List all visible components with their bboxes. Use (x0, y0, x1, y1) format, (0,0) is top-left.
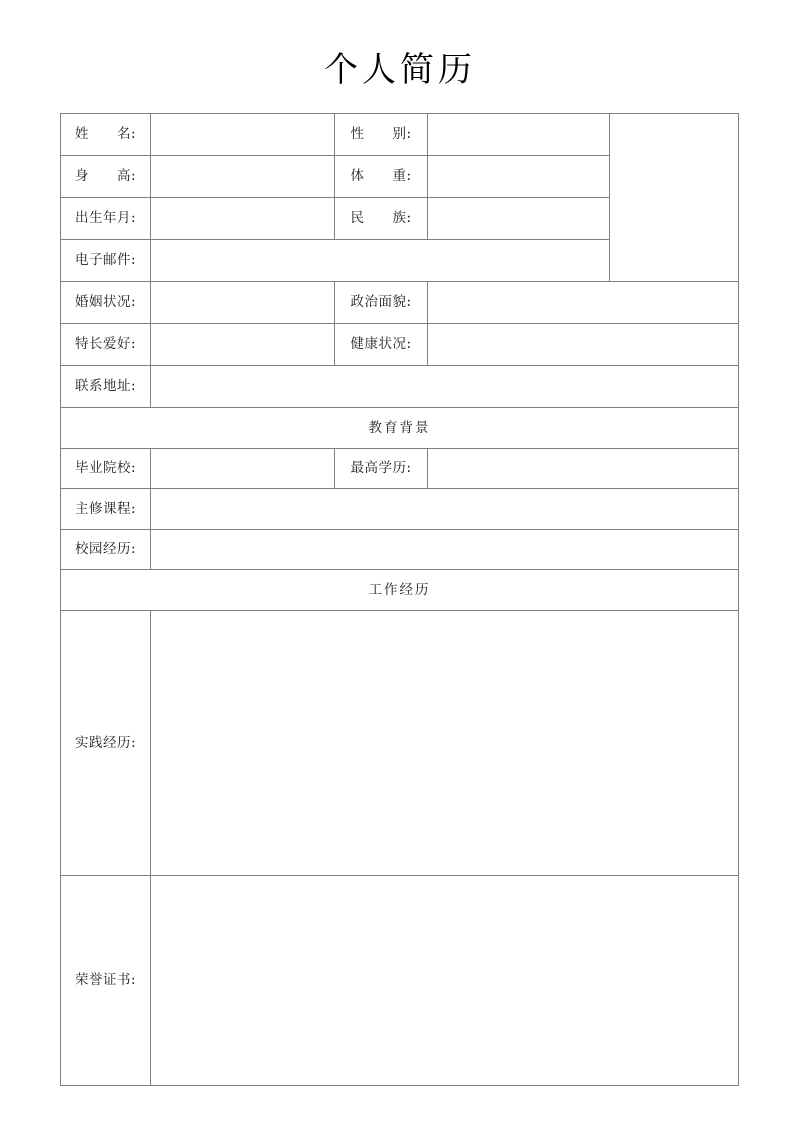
field-practice-experience[interactable] (151, 611, 739, 876)
table-row-school (61, 449, 739, 489)
label-weight: 体 重: (335, 156, 428, 198)
field-name[interactable] (151, 114, 335, 156)
label-major-courses: 主修课程: (61, 489, 151, 530)
label-honor-certificates: 荣誉证书: (61, 876, 151, 1086)
photo-placeholder[interactable] (610, 114, 739, 282)
label-political-status: 政治面貌: (335, 282, 428, 324)
table-row-campus-experience (61, 530, 739, 570)
section-header-work: 工作经历 (61, 570, 739, 611)
table-row-address (61, 366, 739, 408)
field-marital-status[interactable] (151, 282, 335, 324)
page-title: 个人简历 (324, 50, 476, 90)
table-row-marital (61, 282, 739, 324)
table-row-major-courses (61, 489, 739, 530)
field-graduate-school[interactable] (151, 449, 335, 489)
label-birth-date: 出生年月: (61, 198, 151, 240)
label-address: 联系地址: (61, 366, 151, 408)
field-health-status[interactable] (428, 324, 739, 366)
label-height: 身 高: (61, 156, 151, 198)
field-ethnicity[interactable] (428, 198, 610, 240)
field-hobbies[interactable] (151, 324, 335, 366)
table-row-honor-certificates (61, 876, 739, 1086)
label-name: 姓 名: (61, 114, 151, 156)
field-political-status[interactable] (428, 282, 739, 324)
table-row-practice-experience (61, 611, 739, 876)
label-graduate-school: 毕业院校: (61, 449, 151, 489)
field-major-courses[interactable] (151, 489, 739, 530)
resume-table (60, 113, 739, 1086)
label-hobbies: 特长爱好: (61, 324, 151, 366)
table-row-hobby (61, 324, 739, 366)
label-practice-experience: 实践经历: (61, 611, 151, 876)
table-row-education-header (61, 408, 739, 449)
field-birth-date[interactable] (151, 198, 335, 240)
field-address[interactable] (151, 366, 739, 408)
field-weight[interactable] (428, 156, 610, 198)
table-row-name (61, 114, 739, 156)
label-ethnicity: 民 族: (335, 198, 428, 240)
label-gender: 性 别: (335, 114, 428, 156)
field-gender[interactable] (428, 114, 610, 156)
field-height[interactable] (151, 156, 335, 198)
label-campus-experience: 校园经历: (61, 530, 151, 570)
field-campus-experience[interactable] (151, 530, 739, 570)
label-marital-status: 婚姻状况: (61, 282, 151, 324)
label-highest-degree: 最高学历: (335, 449, 428, 489)
field-highest-degree[interactable] (428, 449, 739, 489)
section-header-education: 教育背景 (61, 408, 739, 449)
field-email[interactable] (151, 240, 610, 282)
label-health-status: 健康状况: (335, 324, 428, 366)
field-honor-certificates[interactable] (151, 876, 739, 1086)
table-row-work-header (61, 570, 739, 611)
label-email: 电子邮件: (61, 240, 151, 282)
